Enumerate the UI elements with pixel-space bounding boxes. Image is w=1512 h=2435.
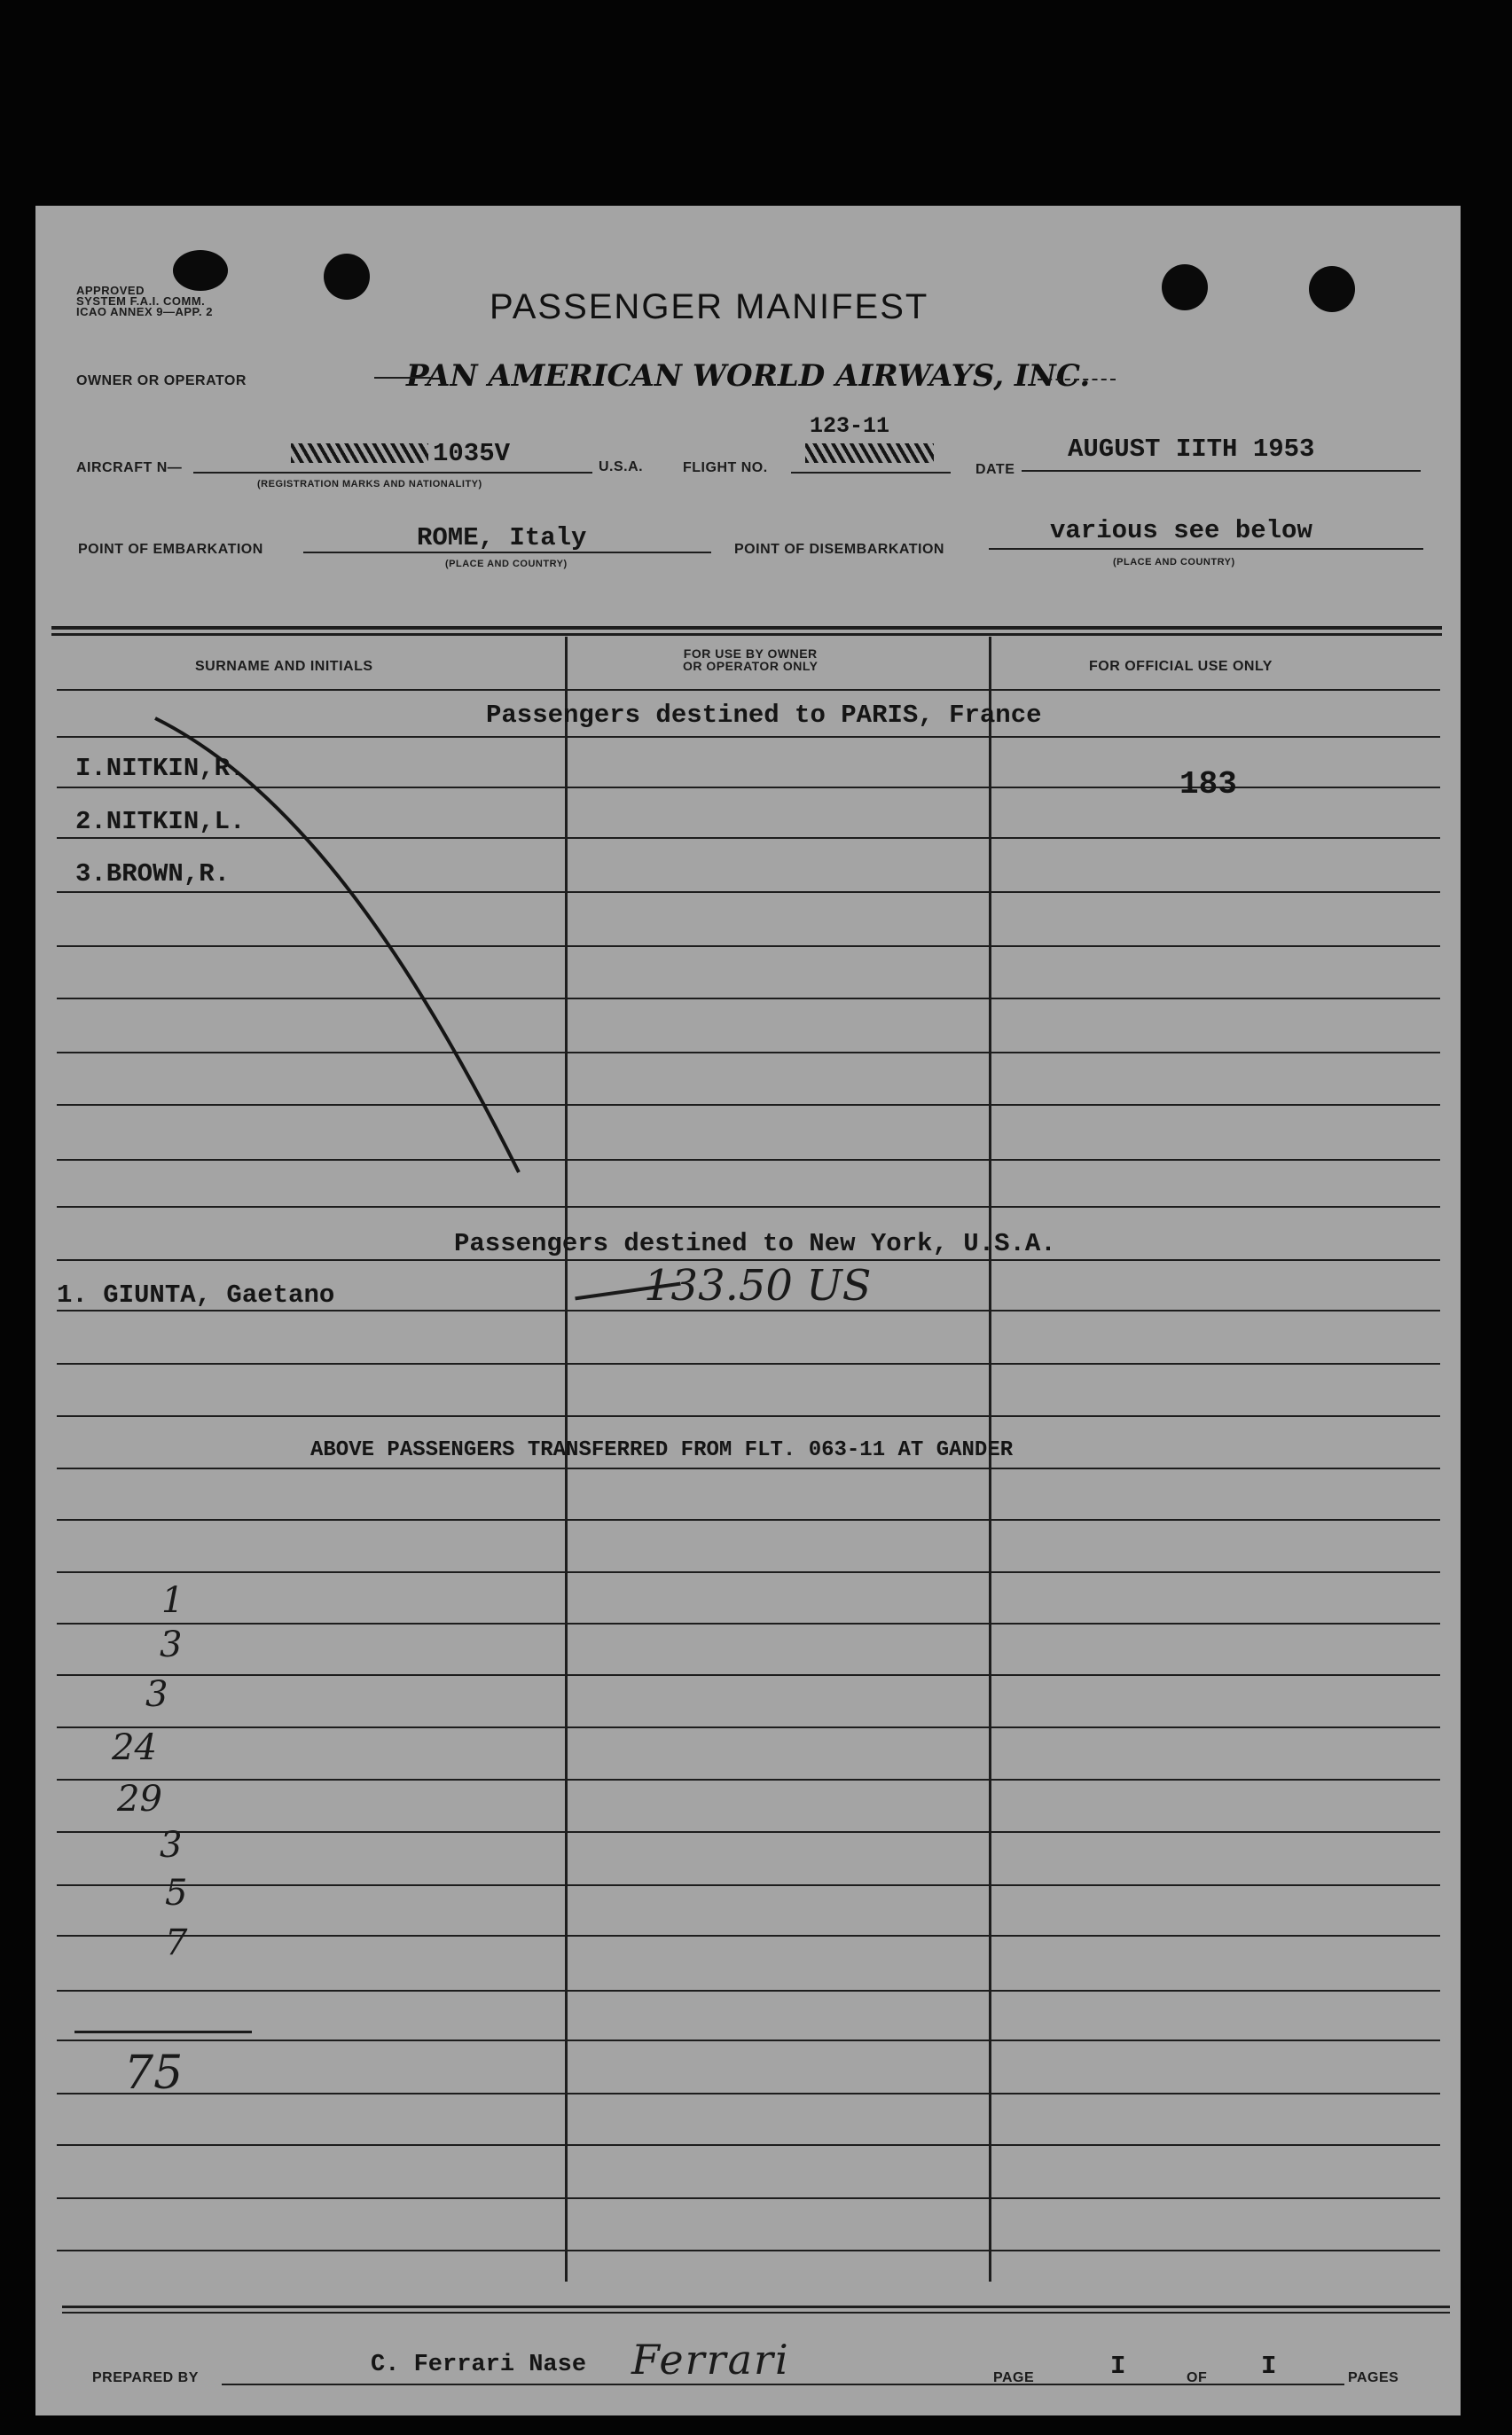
date-label: DATE	[975, 462, 1015, 477]
pages-label: PAGES	[1348, 2370, 1399, 2385]
page-label: PAGE	[993, 2370, 1035, 2385]
passenger-row: 2.NITKIN,L.	[75, 807, 246, 836]
aircraft-value: 1035V	[433, 439, 511, 468]
flight-label: FLIGHT NO.	[683, 460, 768, 475]
tally-item: 1	[161, 1580, 184, 1621]
disembark-value: various see below	[1050, 516, 1312, 545]
document-title: PASSENGER MANIFEST	[490, 287, 929, 326]
tally-item: 5	[165, 1873, 188, 1914]
tally-item: 3	[160, 1825, 183, 1866]
table-bottom-rule-2	[62, 2312, 1450, 2314]
tally-item: 3	[160, 1625, 183, 1665]
date-value: AUGUST IITH 1953	[1068, 435, 1315, 464]
prepared-value: C. Ferrari Nase	[371, 2352, 587, 2378]
tally-item: 3	[145, 1674, 168, 1715]
column-official: FOR OFFICIAL USE ONLY	[1089, 659, 1273, 674]
pages-value: I	[1261, 2352, 1277, 2381]
embark-label: POINT OF EMBARKATION	[78, 542, 263, 557]
aircraft-label: AIRCRAFT N—	[76, 460, 183, 475]
tally-item: 7	[165, 1922, 188, 1963]
flight-value: 123-11	[810, 413, 890, 439]
owner-note-amount: 133.50 US	[644, 1261, 872, 1311]
tally-item: 24	[112, 1727, 157, 1768]
approval-line-2: SYSTEM F.A.I. COMM.	[76, 294, 206, 308]
signature: Ferrari	[631, 2336, 790, 2384]
operator-name: PAN AMERICAN WORLD AIRWAYS, INC.	[406, 358, 1091, 394]
of-label: OF	[1187, 2370, 1208, 2385]
tally-total-line	[74, 2031, 252, 2033]
manifest-sheet	[35, 206, 1461, 2415]
page-line	[1038, 2384, 1344, 2385]
passenger-row: 1. GIUNTA, Gaetano	[57, 1280, 335, 1310]
tally-total: 75	[124, 2047, 184, 2100]
prepared-label: PREPARED BY	[92, 2370, 199, 2385]
approval-line-3: ICAO ANNEX 9—APP. 2	[76, 305, 213, 318]
embark-value: ROME, Italy	[417, 523, 587, 552]
column-surname: SURNAME AND INITIALS	[195, 659, 373, 674]
pen-stroke	[35, 206, 1461, 2415]
column-owner-use-line1: FOR USE BY OWNER	[683, 646, 818, 661]
approval-line-1: APPROVED	[76, 284, 145, 297]
owner-label: OWNER OR OPERATOR	[76, 373, 247, 388]
passenger-row: I.NITKIN,R.	[75, 754, 246, 783]
passenger-row: 3.BROWN,R.	[75, 859, 231, 889]
table-bottom-rule	[62, 2306, 1450, 2308]
page-value: I	[1110, 2352, 1126, 2381]
tally-item: 29	[117, 1779, 162, 1820]
embark-sub: (PLACE AND COUNTRY)	[445, 559, 568, 569]
official-note-183: 183	[1179, 766, 1237, 803]
prepared-line	[222, 2384, 1038, 2385]
section-heading-new-york: Passengers destined to New York, U.S.A.	[454, 1229, 1056, 1258]
disembark-sub: (PLACE AND COUNTRY)	[1113, 557, 1235, 568]
column-owner-use-line2: OR OPERATOR ONLY	[683, 659, 819, 673]
transfer-note: ABOVE PASSENGERS TRANSFERRED FROM FLT. 063-11 AT GANDER	[310, 1438, 1014, 1462]
aircraft-sub: (REGISTRATION MARKS AND NATIONALITY)	[257, 479, 482, 489]
section-heading-paris: Passengers destined to PARIS, France	[486, 701, 1042, 730]
disembark-label: POINT OF DISEMBARKATION	[734, 542, 944, 557]
usa-label: U.S.A.	[599, 459, 644, 474]
